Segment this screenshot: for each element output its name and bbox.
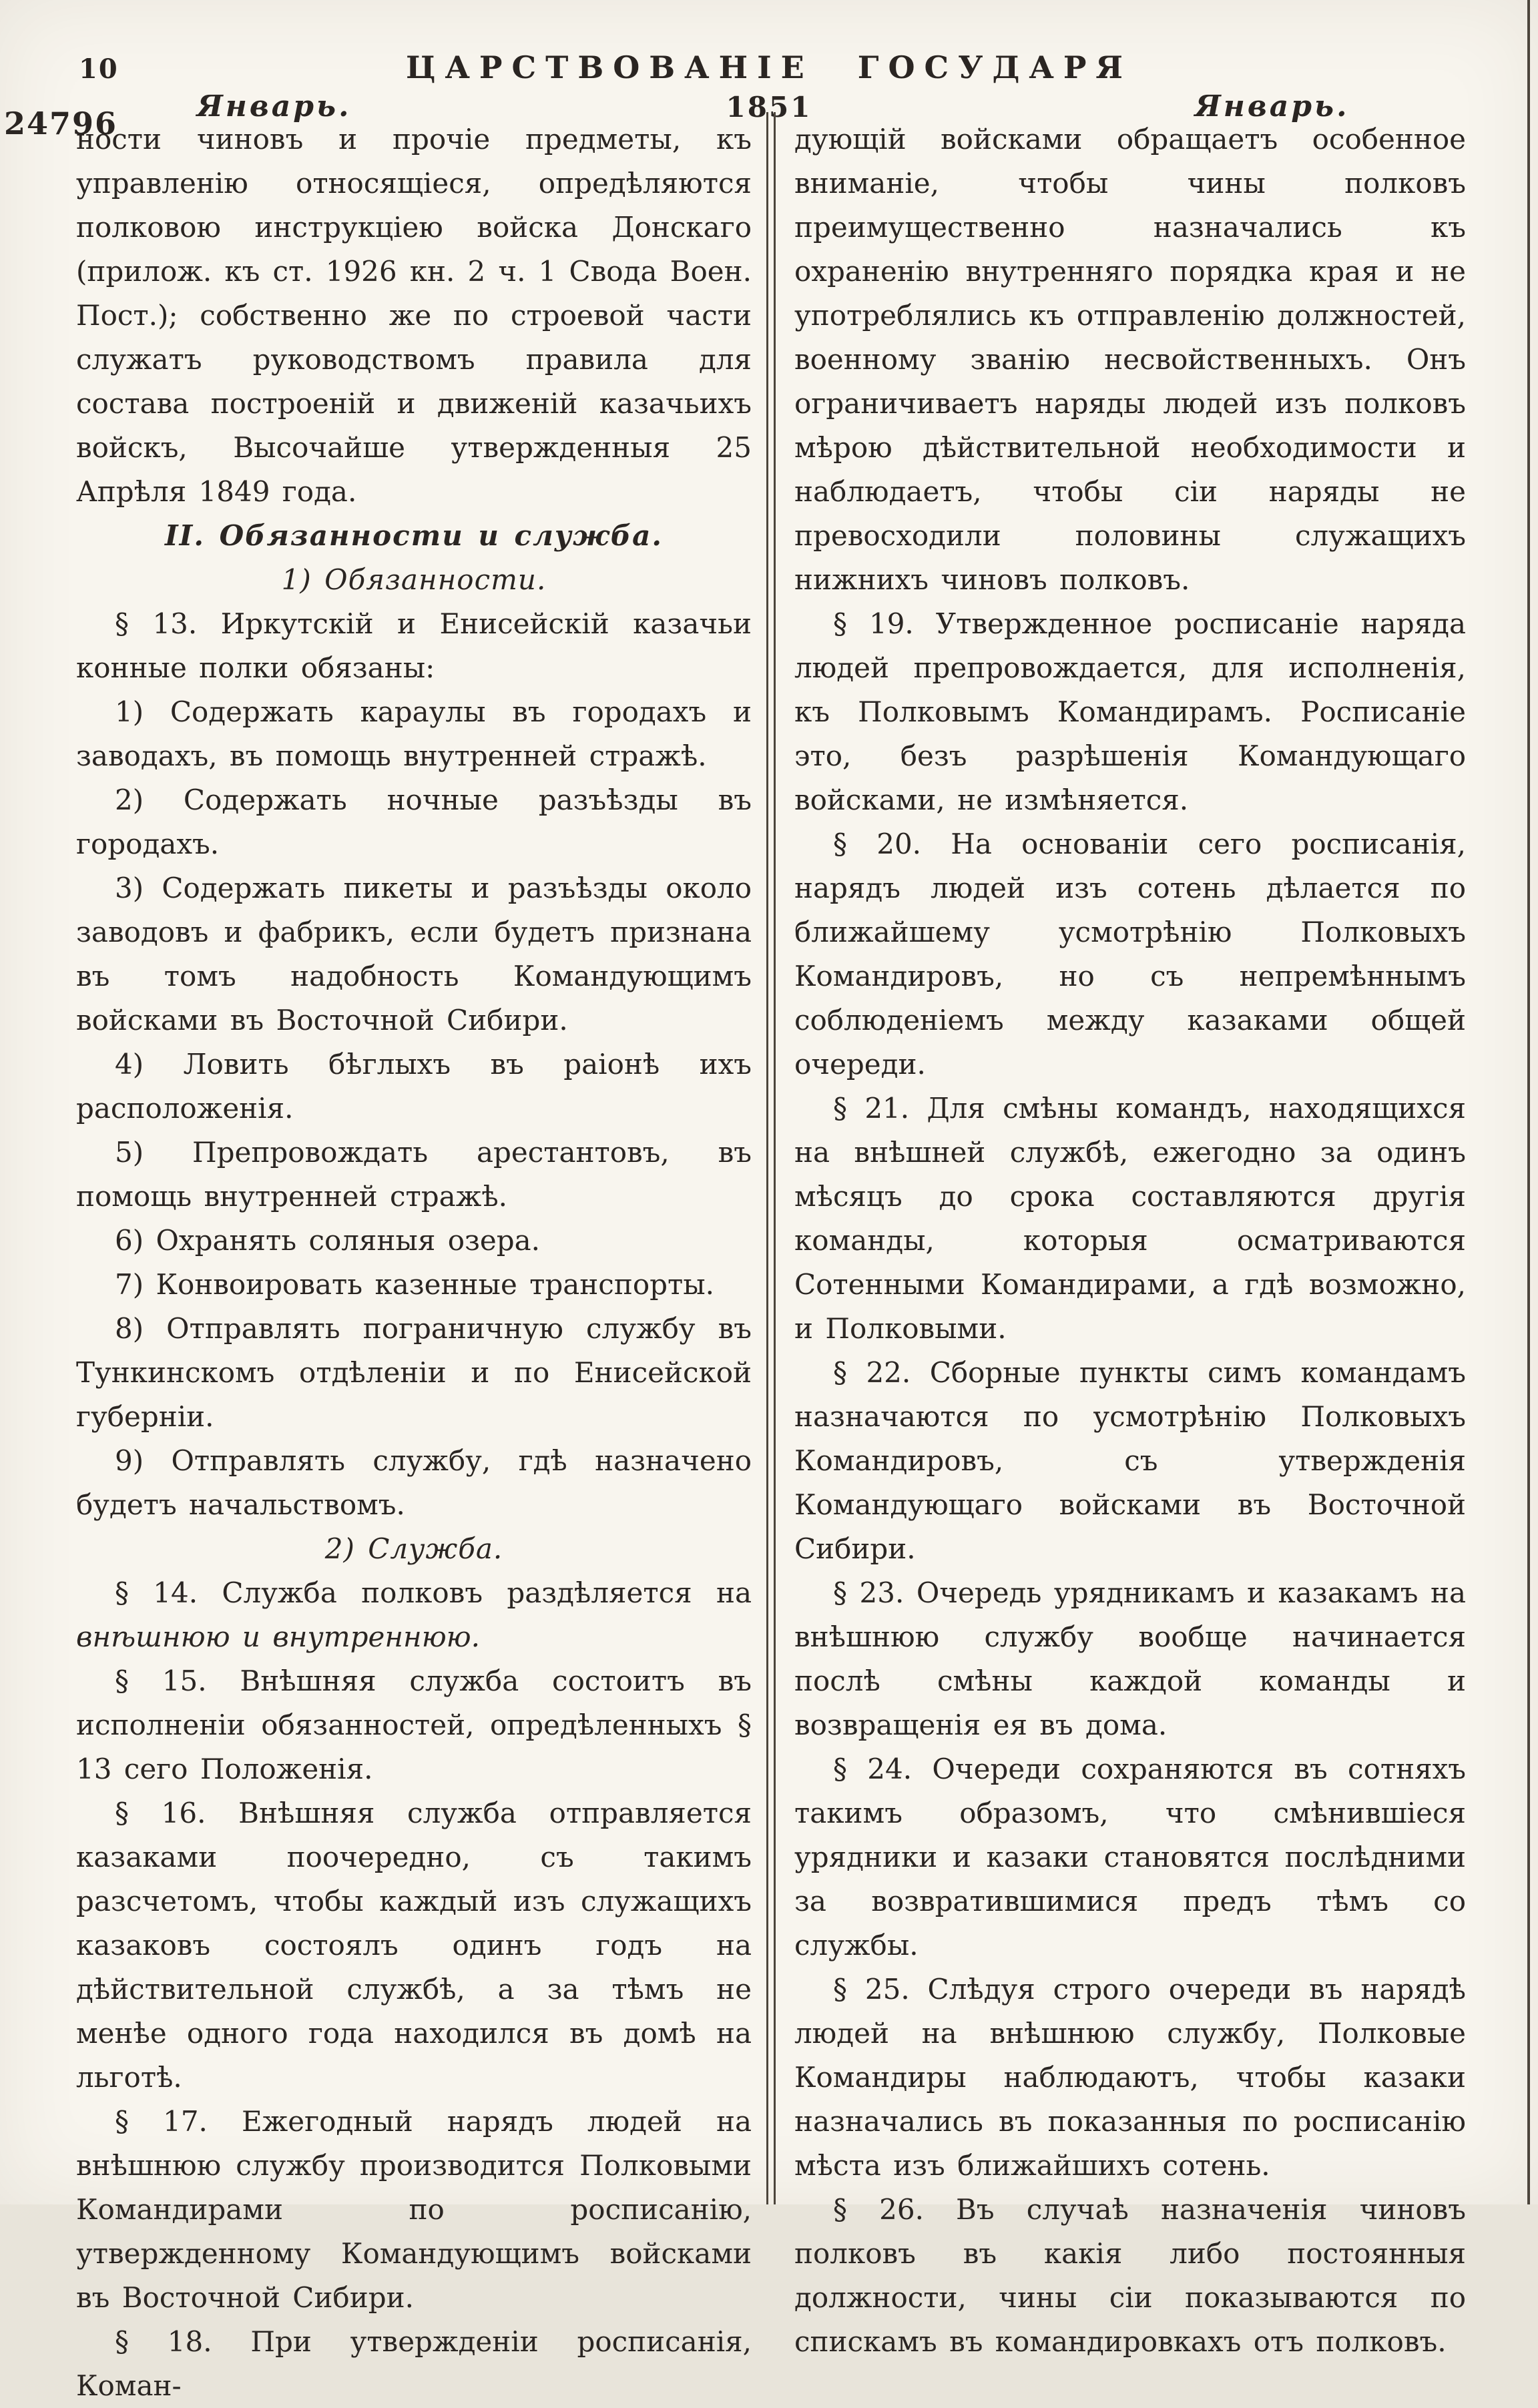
paragraph [76,2100,752,2320]
paragraph-text: § 26. Въ случаѣ назначенія чиновъ полковъ въ какія либо постоянныя должности, чины сіи показываются по спискамъ въ командировкахъ отъ полковъ. [794,2193,1466,2358]
paragraph [76,602,752,690]
paragraph-text: § 25. Слѣдуя строго очереди въ нарядѣ людей на внѣшнюю службу, Полковые Командиры наблюдаютъ, чтобы казаки назначались въ показанныя по росписанію мѣста изъ ближайшихъ сотень. [794,1973,1466,2182]
paragraph [76,117,752,514]
paragraph-text: § 23. Очередь урядникамъ и казакамъ на внѣшнюю службу вообще начинается послѣ смѣны каждой команды и возвращенія ея въ дома. [794,1576,1466,1741]
subheader-year: 1851 [726,91,812,123]
paragraph [794,822,1466,1087]
paragraph [794,602,1466,822]
paragraph [76,690,752,778]
paragraph [76,1791,752,2100]
paragraph-text-italic: внѣшнюю и внутреннюю. [76,1620,480,1653]
paragraph-text: 8) Отправлять пограничную службу въ Тункинскомъ отдѣленіи и по Енисейской губерніи. [76,1312,752,1433]
page-number: 10 [79,53,119,85]
paragraph-text: 3) Содержать пикеты и разъѣзды около заводовъ и фабрикъ, если будетъ признана въ томъ надобность Командующимъ войсками въ Восточной Сибири. [76,872,752,1036]
paragraph [794,117,1466,602]
paragraph [76,1527,752,1571]
paragraph-text: 2) Служба. [324,1532,503,1565]
paragraph [76,866,752,1042]
paragraph [76,1219,752,1263]
page-right-border-rule [1527,0,1530,2204]
paragraph-text: § 17. Ежегодный нарядъ людей на внѣшнюю службу производится Полковыми Командирами по росписанію, утвержденному Командующимъ войсками въ Восточной Сибири. [76,2105,752,2314]
paragraph-text: § 13. Иркутскій и Енисейскій казачьи конные полки обязаны: [76,607,752,684]
subheader-month-right: Январь. [1195,89,1350,123]
page-title: ЦАРСТВОВАНІЕ ГОСУДАРЯ [406,49,1132,85]
paragraph-text: § 14. Служба полковъ раздѣляется на [115,1576,752,1609]
paragraph-text: 9) Отправлять службу, гдѣ назначено будетъ начальствомъ. [76,1444,752,1521]
paragraph-text: 1) Содержать караулы въ городахъ и заводахъ, въ помощь внутренней стражѣ. [76,695,752,772]
paragraph [76,1263,752,1307]
paragraph-text: 5) Препровождать арестантовъ, въ помощь внутренней стражѣ. [76,1136,752,1213]
paragraph-text: § 18. При утвержденіи росписанія, Коман- [76,2325,752,2402]
paragraph [794,1351,1466,1571]
paragraph [76,778,752,866]
paragraph-text: 1) Обязанности. [281,563,547,596]
paragraph-text: § 16. Внѣшняя служба отправляется казаками поочередно, съ такимъ разсчетомъ, чтобы каждый изъ служащихъ казаковъ состоялъ одинъ годъ на дѣйствительной службѣ, а за тѣмъ не менѣе одного года находился въ домѣ на льготѣ. [76,1797,752,2094]
paragraph-text: § 19. Утвержденное росписаніе наряда людей препровождается, для исполненія, къ Полковымъ Командирамъ. Росписаніе это, безъ разрѣшенія Командующаго войсками, не измѣняется. [794,607,1466,816]
paragraph [76,1571,752,1659]
paragraph-text: § 15. Внѣшняя служба состоитъ въ исполненіи обязанностей, опредѣленныхъ § 13 сего Положенія. [76,1665,752,1785]
paragraph [794,1087,1466,1351]
paragraph [76,1307,752,1439]
paragraph-text: § 21. Для смѣны командъ, находящихся на внѣшней службѣ, ежегодно за одинъ мѣсяцъ до срока составляются другія команды, которыя осматриваются Сотенными Командирами, а гдѣ возможно, и Полковыми. [794,1092,1466,1345]
subheader-month-left: Январь. [197,89,352,123]
paragraph [794,1747,1466,1968]
paragraph-text: 6) Охранять соляныя озера. [115,1224,541,1257]
paragraph-text: II. Обязанности и служба. [165,519,663,552]
paragraph [76,514,752,558]
column-right [794,117,1466,2364]
paragraph-text: ности чиновъ и прочіе предметы, къ управленію относящіеся, опредѣляются полковою инструкціею войска Донскаго (прилож. къ ст. 1926 кн. 2 ч. 1 Свода Воен. Пост.); собственно же по строевой части служатъ руководствомъ правила для состава построеній и движеній казачьихъ войскъ, Высочайше утвержденныя 25 Апрѣля 1849 года. [76,123,752,508]
paragraph [794,2188,1466,2364]
paragraph-text: § 22. Сборные пункты симъ командамъ назначаются по усмотрѣнію Полковыхъ Командировъ, съ утвержденія Командующаго войсками въ Восточной Сибири. [794,1356,1466,1565]
paragraph-text: 7) Конвоировать казенные транспорты. [115,1268,715,1301]
paragraph [76,1659,752,1791]
paragraph-text: § 24. Очереди сохраняются въ сотняхъ такимъ образомъ, что смѣнившіеся урядники и казаки становятся послѣдними за возвратившимися предъ тѣмъ со службы. [794,1753,1466,1962]
paragraph-text: дующій войсками обращаетъ особенное вниманіе, чтобы чины полковъ преимущественно назначались къ охраненію внутренняго порядка края и не употреблялись къ отправленію должностей, военному званію несвойственныхъ. Онъ ограничиваетъ наряды людей изъ полковъ мѣрою дѣйствительной необходимости и наблюдаетъ, чтобы сіи наряды не превосходили половины служащихъ нижнихъ чиновъ полковъ. [794,123,1466,596]
paragraph-text: § 20. На основаніи сего росписанія, нарядъ людей изъ сотень дѣлается по ближайшему усмотрѣнію Полковыхъ Командировъ, но съ непремѣннымъ соблюденіемъ между казаками общей очереди. [794,828,1466,1081]
column-left [76,117,752,2408]
paragraph [76,2320,752,2408]
paragraph-text: 4) Ловить бѣглыхъ въ раіонѣ ихъ расположенія. [76,1048,752,1125]
paragraph [76,558,752,602]
paragraph [76,1439,752,1527]
paragraph [76,1131,752,1219]
paragraph [794,1968,1466,2188]
act-number: 24796 [4,105,118,141]
column-divider-rule [766,112,776,2204]
paragraph [794,1571,1466,1747]
paragraph [76,1042,752,1131]
paragraph-text: 2) Содержать ночные разъѣзды въ городахъ. [76,784,752,860]
